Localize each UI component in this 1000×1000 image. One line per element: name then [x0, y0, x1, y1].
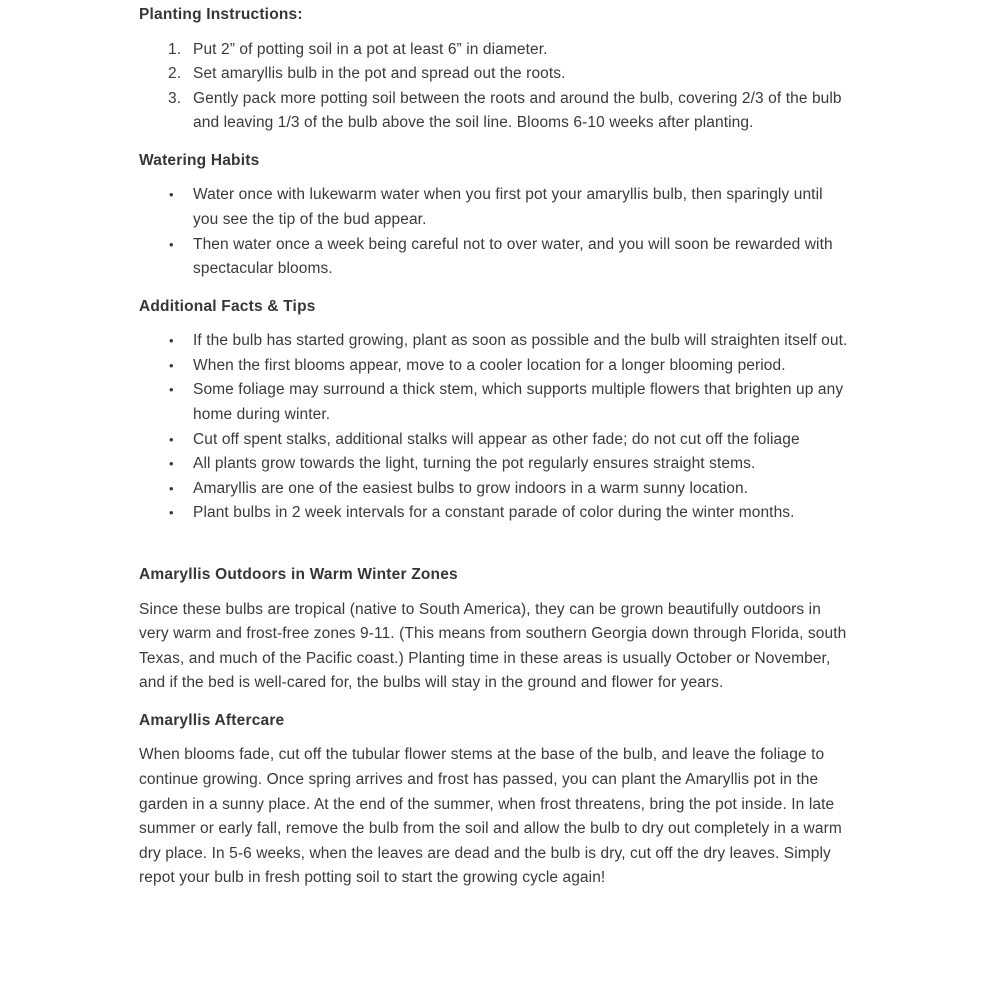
- list-item-text: Some foliage may surround a thick stem, which supports multiple flowers that brighten up any home during winter.: [193, 381, 844, 424]
- list-item-text: Water once with lukewarm water when you first pot your amaryllis bulb, then sparingly until you see the tip of the bud appear.: [193, 186, 823, 228]
- list-item: [139, 477, 848, 502]
- aftercare-paragraph: When blooms fade, cut off the tubular flower stems at the base of the bulb, and leave the foliage to continue growing. Once spring arrives and frost has passed, you can plant the Amaryllis pot in the garden in a sunny place. At the end of the summer, when frost threatens, bring the pot inside. In late summer or early fall, remove the bulb from the soil and allow the bulb to dry out completely in a warm dry place. In 5-6 weeks, when the leaves are dead and the bulb is dry, cut off the dry leaves. Simply repot your bulb in fresh potting soil to start the growing cycle again!: [139, 746, 842, 887]
- list-item: [139, 87, 848, 136]
- list-item: [139, 62, 848, 87]
- bullet-icon: •: [169, 480, 174, 496]
- list-item-text: Amaryllis are one of the easiest bulbs to grow indoors in a warm sunny location.: [193, 479, 749, 497]
- list-item: [139, 183, 848, 232]
- list-number: 3.: [168, 89, 182, 107]
- planting-steps-list: [139, 38, 848, 136]
- section-heading-planting-instructions: Planting Instructions:: [139, 6, 303, 23]
- bullet-icon: •: [169, 187, 174, 203]
- list-item-text: Gently pack more potting soil between the roots and around the bulb, covering 2/3 of the bulb and leaving 1/3 of the bulb above the soil line. Blooms 6-10 weeks after planting.: [193, 89, 842, 132]
- section-heading-amaryllis-aftercare: Amaryllis Aftercare: [139, 711, 285, 729]
- bullet-icon: •: [169, 357, 174, 373]
- list-item: [139, 501, 848, 526]
- list-item: [139, 428, 848, 453]
- list-item: [139, 38, 848, 63]
- facts-bullet-list: [139, 329, 848, 526]
- list-number: 1.: [168, 40, 182, 58]
- bullet-icon: •: [169, 333, 174, 349]
- list-item: [139, 452, 848, 477]
- bullet-icon: •: [169, 505, 174, 521]
- bullet-icon: •: [169, 236, 174, 252]
- list-item-text: Then water once a week being careful not to over water, and you will soon be rewarded with spectacular blooms.: [193, 235, 833, 278]
- list-item-text: All plants grow towards the light, turning the pot regularly ensures straight stems.: [193, 455, 756, 473]
- section-heading-watering-habits: Watering Habits: [139, 151, 260, 169]
- list-item: [139, 378, 848, 427]
- list-item-text: Put 2” of potting soil in a pot at least 6” in diameter.: [193, 40, 548, 58]
- list-item: [139, 233, 848, 282]
- list-item-text: If the bulb has started growing, plant as soon as possible and the bulb will straighten itself out.: [193, 332, 848, 350]
- list-item: [139, 354, 848, 379]
- section-heading-additional-facts: Additional Facts & Tips: [139, 297, 316, 315]
- watering-bullet-list: [139, 183, 848, 281]
- list-number: 2.: [168, 65, 182, 83]
- list-item: [139, 329, 848, 354]
- bullet-icon: •: [169, 456, 174, 472]
- section-heading-outdoors-warm-winter-zones: Amaryllis Outdoors in Warm Winter Zones: [139, 566, 458, 583]
- bullet-icon: •: [169, 382, 174, 398]
- outdoors-paragraph: Since these bulbs are tropical (native to South America), they can be grown beautifully outdoors in very warm and frost-free zones 9-11. (This means from southern Georgia down through Florida, south Texas, and much of the Pacific coast.) Planting time in these areas is usually October or November, and if the bed is well-cared for, the bulbs will stay in the ground and flower for years.: [139, 600, 847, 692]
- list-item-text: Set amaryllis bulb in the pot and spread out the roots.: [193, 65, 566, 83]
- list-item-text: Cut off spent stalks, additional stalks will appear as other fade; do not cut off the foliage: [193, 430, 800, 448]
- list-item-text: Plant bulbs in 2 week intervals for a constant parade of color during the winter months.: [193, 504, 795, 522]
- bullet-icon: •: [169, 431, 174, 447]
- list-item-text: When the first blooms appear, move to a cooler location for a longer blooming period.: [193, 356, 786, 374]
